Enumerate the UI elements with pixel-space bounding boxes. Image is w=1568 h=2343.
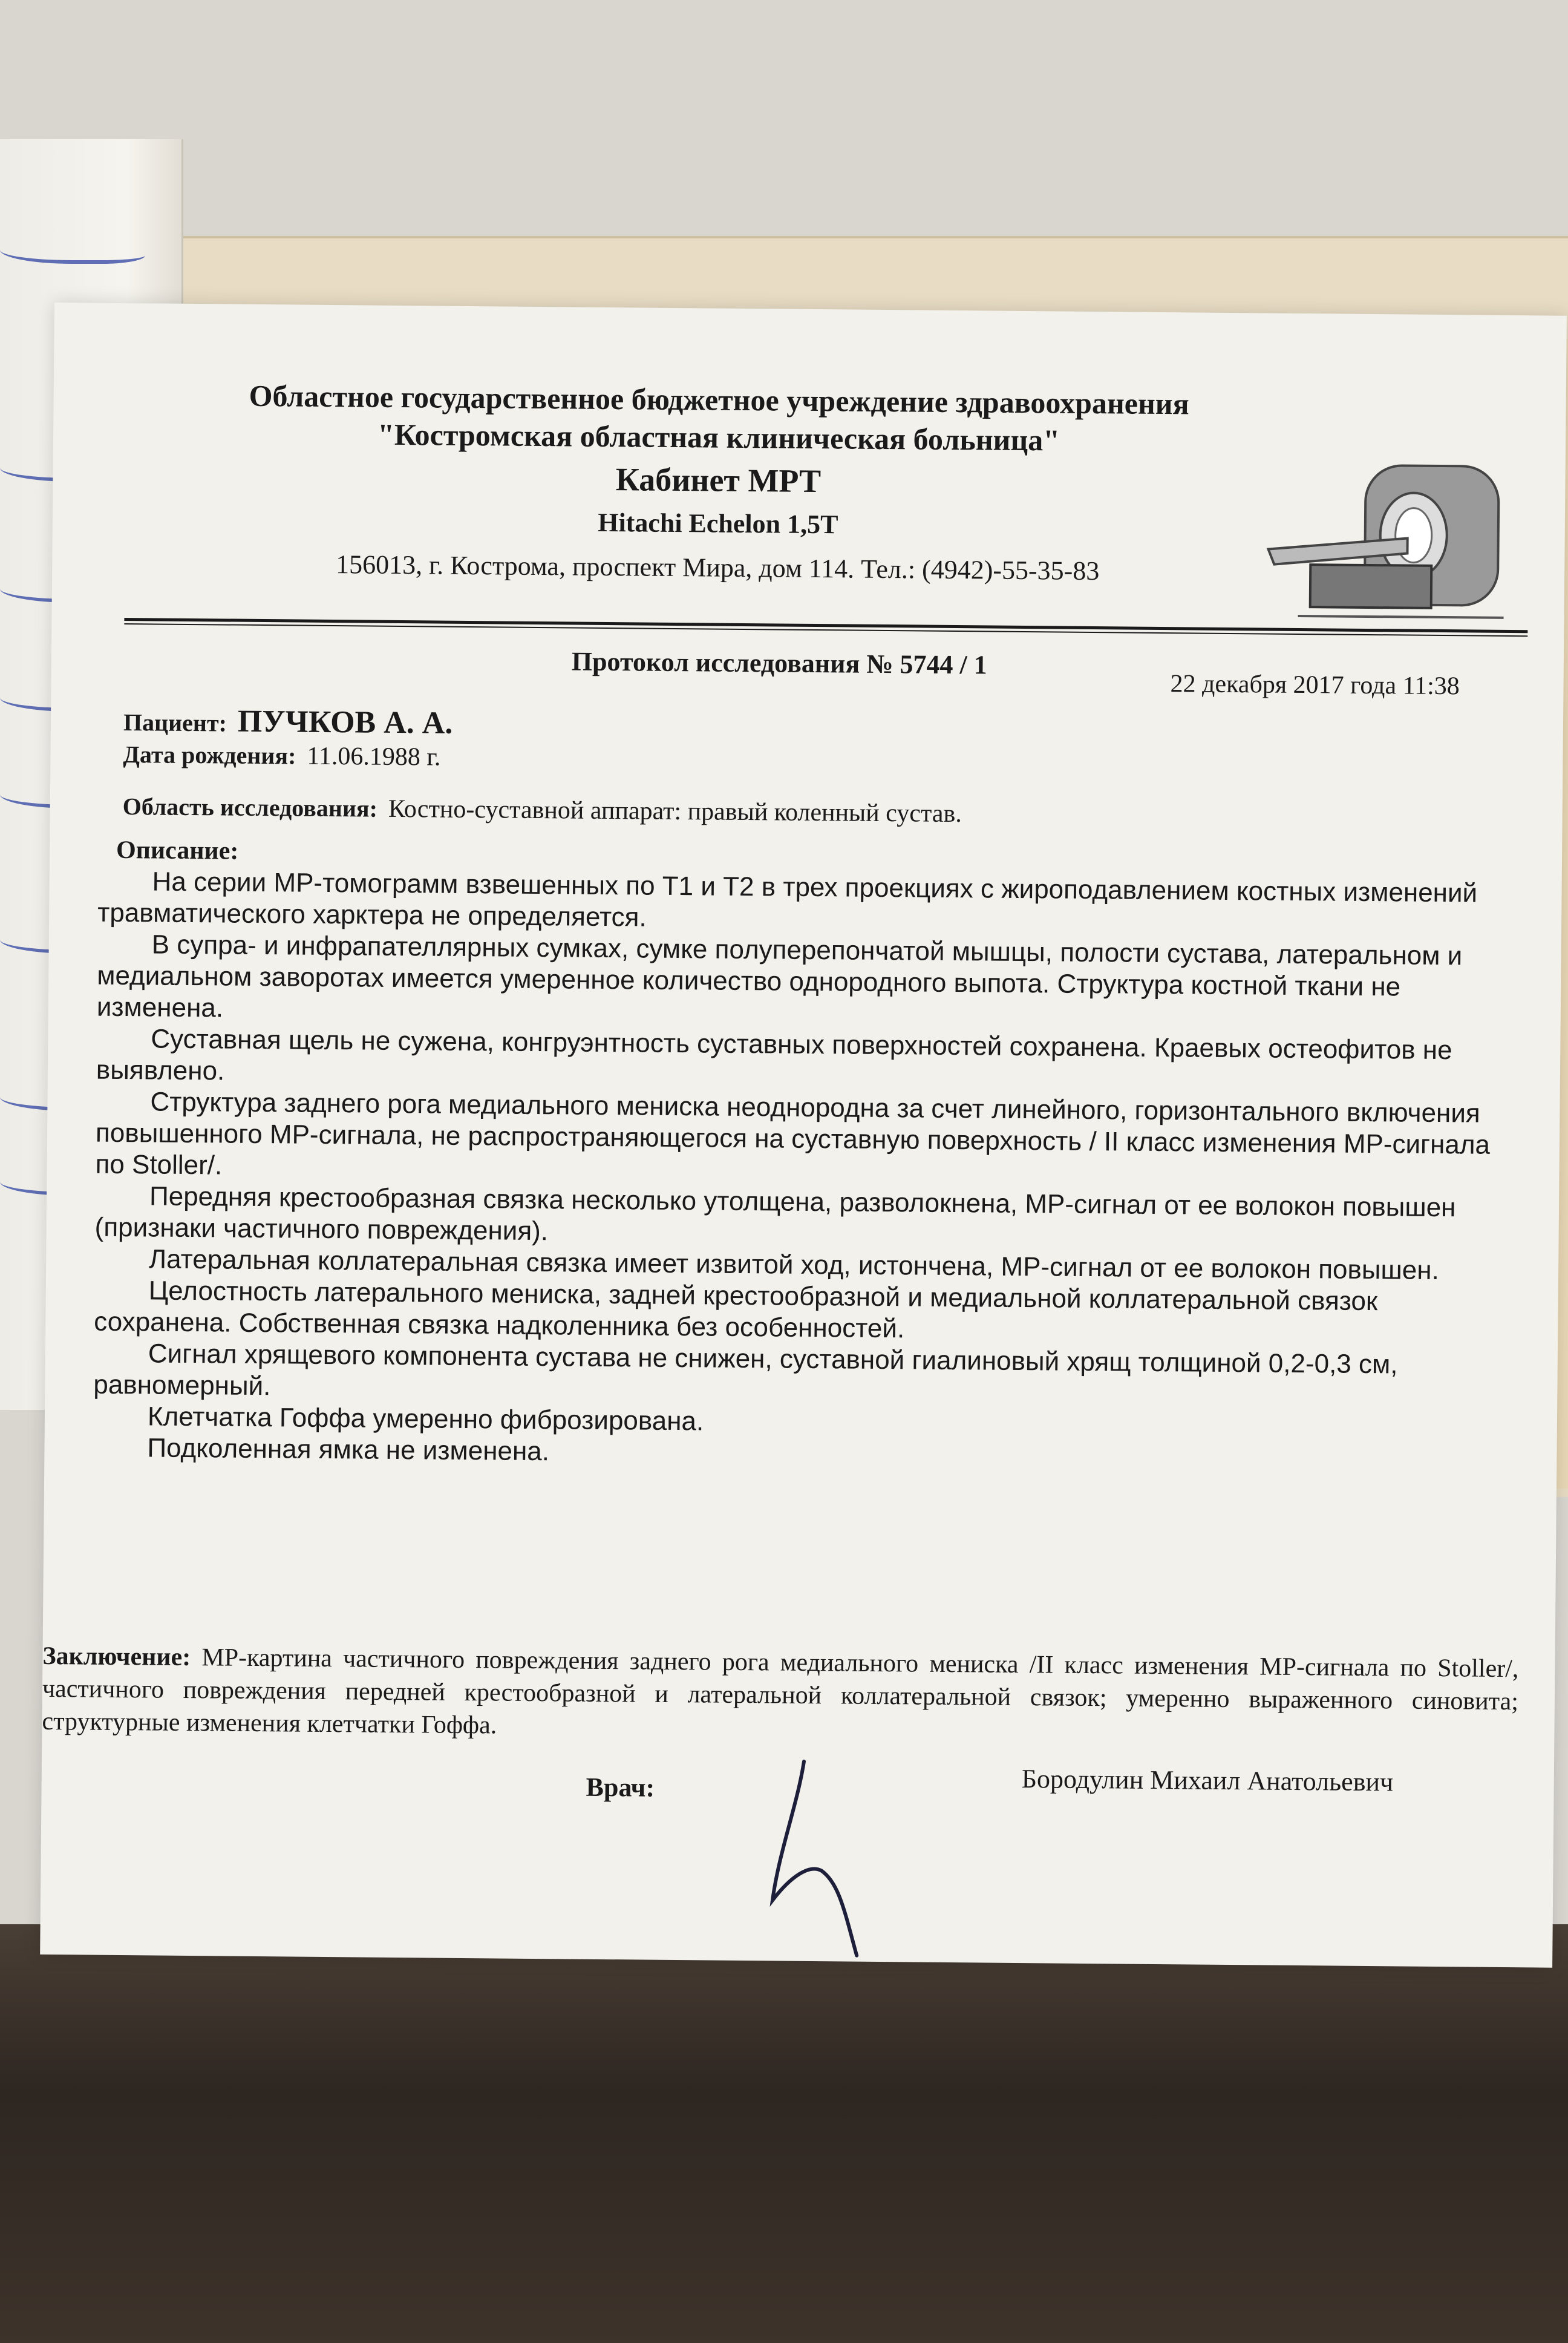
description-paragraph: Целостность латерального мениска, задней крестообразной и медиальной коллатеральной связок сохранена. Собственная связка надколенника без особенностей.	[94, 1276, 1378, 1344]
description-body	[93, 866, 1526, 1476]
patient-label: Пациент:	[123, 709, 227, 737]
conclusion-label: Заключение:	[42, 1642, 191, 1672]
study-area-value: Костно-суставной аппарат: правый коленный сустав.	[388, 795, 962, 828]
floor-background	[0, 1924, 1568, 2343]
organization-name: Областное государственное бюджетное учреждение здравоохранения	[249, 378, 1189, 421]
doctor-name: Бородулин Михаил Анатольевич	[1021, 1764, 1394, 1797]
medical-report-sheet	[40, 303, 1567, 1968]
conclusion-block	[42, 1640, 1518, 1751]
description-title: Описание:	[116, 836, 239, 865]
description-paragraph: Клетчатка Гоффа умеренно фиброзирована.	[147, 1401, 704, 1437]
hospital-address: 156013, г. Кострома, проспект Мира, дом 114. Тел.: (4942)-55-35-83	[335, 549, 1100, 586]
dob-label: Дата рождения:	[123, 741, 296, 770]
description-paragraph: Структура заднего рога медиального мениска неоднородна за счет линейного, горизонтального включения повышенного МР-сигнала, не распространяющегося на суставную поверхность / II класс изменения МР-сигнала по Stoller/.	[95, 1087, 1491, 1181]
handwriting-scribble	[0, 236, 145, 264]
scanner-model: Hitachi Echelon 1,5T	[598, 507, 838, 540]
report-header	[52, 375, 1385, 595]
doctor-label: Врач:	[586, 1772, 655, 1803]
description-paragraph: Подколенная ямка не изменена.	[147, 1433, 550, 1467]
description-paragraph: Передняя крестообразная связка несколько утолщена, разволокнена, МР-сигнал от ее волокон повышен (признаки частичного повреждения).	[94, 1181, 1456, 1247]
patient-row	[123, 703, 453, 741]
study-area-label: Область исследования:	[122, 793, 378, 822]
description-paragraph: В супра- и инфрапателлярных сумках, сумке полуперепончатой мышцы, полости сустава, латеральном и медиальном заворотах имеется умеренное количество однородного выпота. Структура костной ткани не изменена.	[96, 929, 1463, 1023]
doctor-row	[586, 1764, 1493, 1810]
patient-name: ПУЧКОВ А. А.	[237, 704, 453, 741]
study-area-row	[123, 792, 962, 828]
mri-scanner-icon	[1261, 452, 1517, 630]
hospital-name: "Костромская областная клиническая больница"	[377, 417, 1060, 457]
protocol-datetime: 22 декабря 2017 года 11:38	[1170, 670, 1460, 701]
description-paragraph: Суставная щель не сужена, конгруэнтность суставных поверхностей сохранена. Краевых остеофитов не выявлено.	[96, 1024, 1452, 1086]
protocol-title: Протокол исследования № 5744 / 1	[571, 646, 987, 680]
dob-row	[123, 740, 440, 772]
description-paragraph: Латеральная коллатеральная связка имеет извитой ход, истончена, МР-сигнал от ее волокон повышен.	[148, 1244, 1440, 1286]
doctor-signature	[754, 1755, 901, 1962]
department-name: Кабинет МРТ	[615, 461, 822, 500]
dob-value: 11.06.1988 г.	[307, 742, 441, 772]
description-paragraph: Сигнал хрящевого компонента сустава не снижен, суставной гиалиновый хрящ толщиной 0,2-0,3 см, равномерный.	[93, 1339, 1398, 1401]
description-paragraph: На серии МР-томограмм взвешенных по Т1 и Т2 в трех проекциях с жироподавлением костных изменений травматического харктера не определяется.	[97, 867, 1478, 932]
conclusion-text: МР-картина частичного повреждения заднего рога медиального мениска /II класс изменения МР-сигнала по Stoller/, частичного повреждения передней крестообразной и латеральной коллатеральной связок; умеренно выраженного синовита; структурные изменения клетчатки Гоффа.	[42, 1643, 1519, 1740]
